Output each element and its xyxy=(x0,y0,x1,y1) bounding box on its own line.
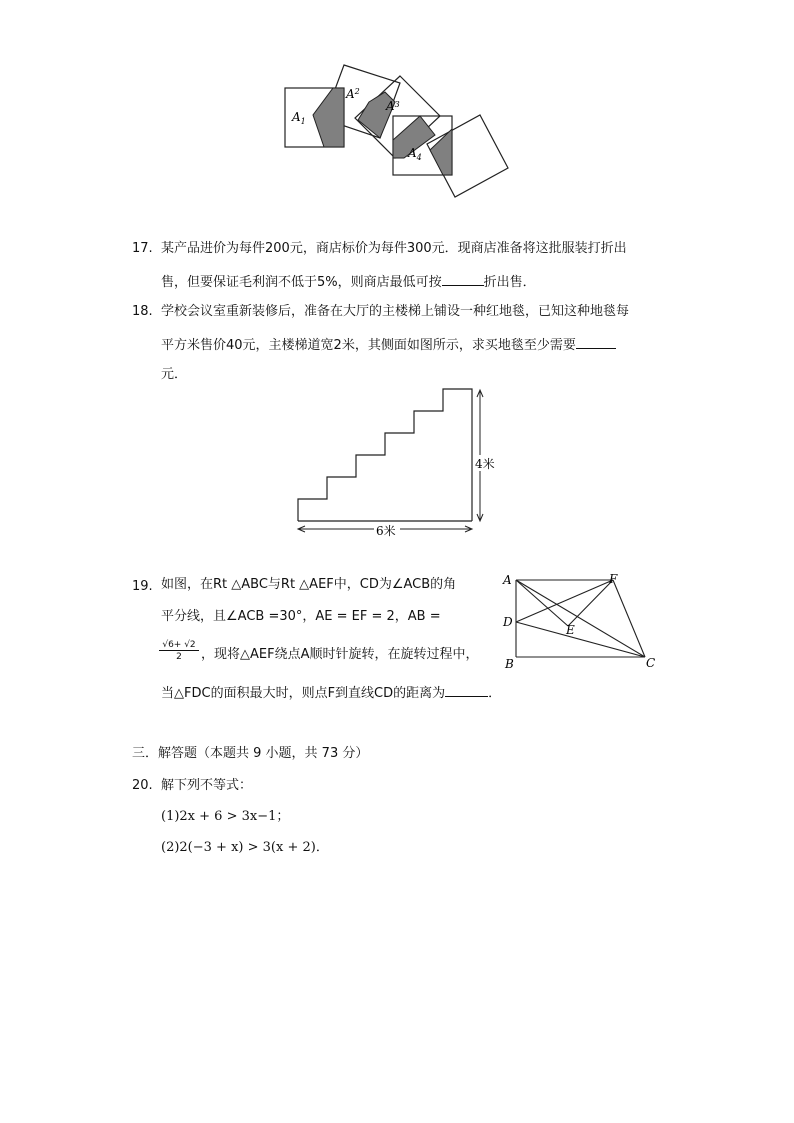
point-e-label: E xyxy=(566,623,575,637)
fraction-numerator: √6+ √2 xyxy=(159,640,199,651)
point-f-label: F xyxy=(609,572,618,586)
answer-blank[interactable] xyxy=(576,335,616,349)
question-text: 某产品进价为每件200元，商店标价为每件300元．现商店准备将这批服装打折出 xyxy=(161,241,627,256)
question-text: 解下列不等式： xyxy=(161,778,253,793)
rotating-squares-figure xyxy=(280,60,515,205)
label-a3: $A^3$ xyxy=(386,99,400,113)
width-label: 6米 xyxy=(376,524,396,538)
label-a1: $A_1$ xyxy=(292,110,306,126)
question-number: 19. xyxy=(132,579,153,594)
question-number: 17. xyxy=(132,241,153,256)
question-text: 当△FDC的面积最大时，则点F到直线CD的距离为 ． xyxy=(161,683,501,702)
point-b-label: B xyxy=(505,657,514,671)
question-text: ，现将△AEF绕点A顺时针旋转，在旋转过程中， xyxy=(201,647,479,662)
label-a2: $A^2$ xyxy=(346,87,360,101)
point-d-label: D xyxy=(503,615,513,629)
question-text: 学校会议室重新装修后，准备在大厅的主楼梯上铺设一种红地毯，已知这种地毯每 xyxy=(161,304,630,319)
section-title: 三．解答题（本题共 9 小题，共 73 分） xyxy=(132,746,369,761)
point-c-label: C xyxy=(646,656,656,670)
question-text: 平分线，且∠ACB =30°，AE = EF = 2，AB = xyxy=(161,609,441,624)
question-text: 平方米售价40元，主楼梯道宽2米，其侧面如图所示，求买地毯至少需要 xyxy=(161,335,616,354)
label-a4: $A_4$ xyxy=(408,146,422,162)
answer-blank[interactable] xyxy=(442,272,484,286)
shaded-overlap-1 xyxy=(313,88,344,147)
point-a-label: A xyxy=(503,573,512,587)
fraction-denominator: 2 xyxy=(176,652,182,662)
staircase-outline xyxy=(298,389,472,521)
answer-blank[interactable] xyxy=(445,683,488,697)
sub-question-1: (1)2x + 6 > 3x−1； xyxy=(161,809,290,824)
question-text: 售，但要保证毛利润不低于5%，则商店最低可按 折出售． xyxy=(161,272,536,291)
question-text: 元． xyxy=(161,367,188,382)
triangle-figure xyxy=(498,570,663,672)
sub-question-2: (2)2(−3 + x) > 3(x + 2)． xyxy=(161,840,329,855)
height-label: 4米 xyxy=(475,457,495,471)
staircase-figure xyxy=(290,383,505,543)
question-number: 18. xyxy=(132,304,153,319)
question-number: 20. xyxy=(132,778,153,793)
question-text: 如图，在Rt △ABC与Rt △AEF中，CD为∠ACB的角 xyxy=(161,577,457,592)
